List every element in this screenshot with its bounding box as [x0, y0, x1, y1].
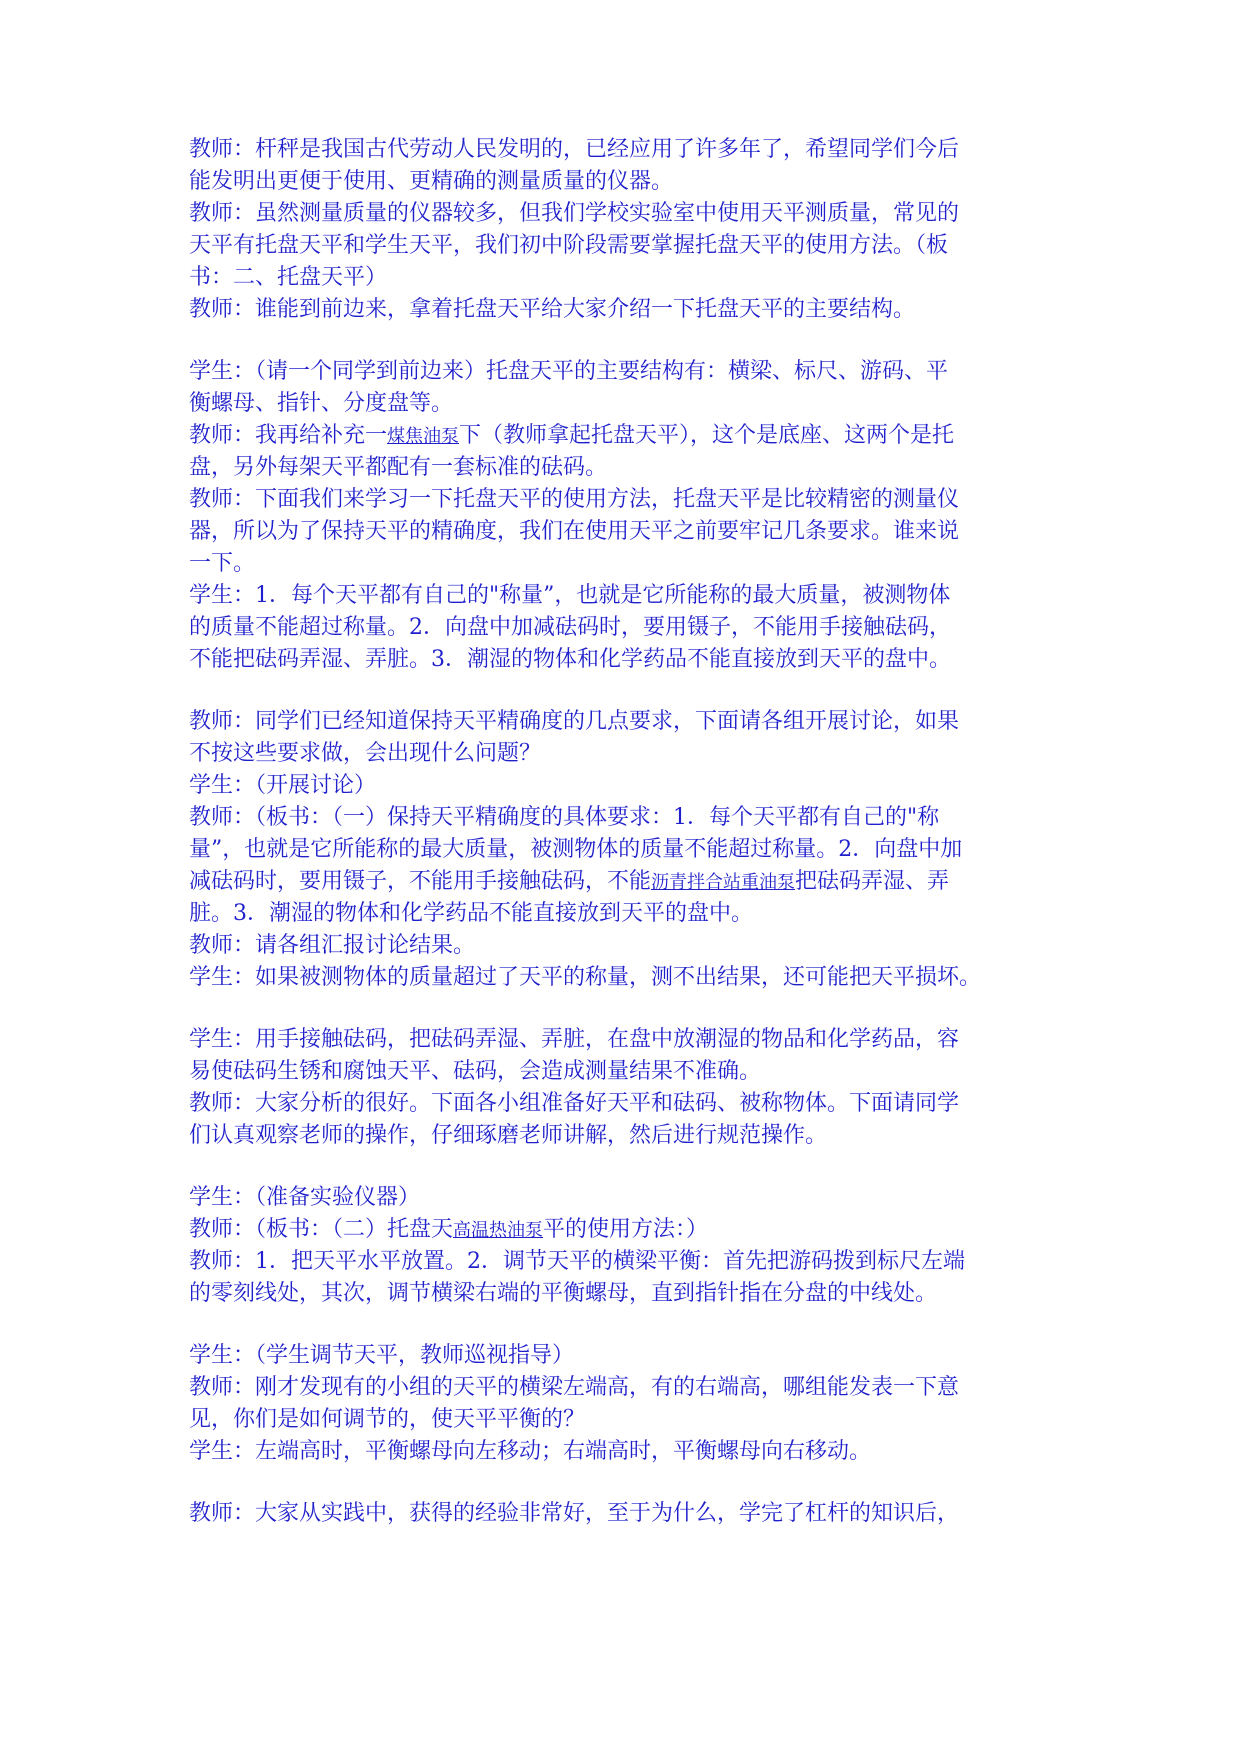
- text-line: 见，你们是如何调节的，使天平平衡的？: [189, 1407, 586, 1432]
- text-line: [189, 866, 949, 898]
- text-line: 一下。: [189, 551, 256, 576]
- text-line: 的质量不能超过称量。2．向盘中加减砝码时，要用镊子，不能用手接触砝码，: [189, 615, 951, 640]
- text-line: 能发明出更便于使用、更精确的测量质量的仪器。: [189, 169, 674, 194]
- text-line: [189, 1214, 708, 1246]
- inline-link[interactable]: 煤焦油泵: [387, 426, 460, 447]
- text-segment: 把砝码弄湿、弄: [795, 869, 950, 894]
- text-line: 脏。3．潮湿的物体和化学药品不能直接放到天平的盘中。: [189, 901, 753, 926]
- text-line: 书：二、托盘天平）: [189, 265, 388, 290]
- text-line: 易使砝码生锈和腐蚀天平、砝码，会造成测量结果不准确。: [189, 1059, 762, 1084]
- text-line: 教师：同学们已经知道保持天平精确度的几点要求，下面请各组开展讨论，如果: [189, 709, 960, 734]
- text-line: 教师：虽然测量质量的仪器较多，但我们学校实验室中使用天平测质量，常见的: [189, 201, 960, 226]
- text-segment: 教师：（板书：（二）托盘天: [189, 1217, 454, 1242]
- text-line: 们认真观察老师的操作，仔细琢磨老师讲解，然后进行规范操作。: [189, 1123, 828, 1148]
- text-line: 教师：大家分析的很好。下面各小组准备好天平和砝码、被称物体。下面请同学: [189, 1091, 960, 1116]
- text-line: 学生：（学生调节天平，教师巡视指导）: [189, 1343, 575, 1368]
- text-line: 学生：（请一个同学到前边来）托盘天平的主要结构有：横梁、标尺、游码、平: [189, 359, 949, 384]
- text-line: 衡螺母、指针、分度盘等。: [189, 391, 454, 416]
- text-line: 量”，也就是它所能称的最大质量，被测物体的质量不能超过称量。2．向盘中加: [189, 837, 963, 862]
- text-segment: 平的使用方法：）: [543, 1217, 709, 1242]
- text-line: 教师：（板书：（一）保持天平精确度的具体要求：1．每个天平都有自己的"称: [189, 805, 940, 830]
- text-segment: 减砝码时，要用镊子，不能用手接触砝码，不能: [189, 869, 652, 894]
- text-line: 学生：如果被测物体的质量超过了天平的称量，测不出结果，还可能把天平损坏。: [189, 965, 982, 990]
- text-line: 学生：（准备实验仪器）: [189, 1185, 421, 1210]
- inline-link[interactable]: 高温热油泵: [453, 1220, 544, 1241]
- text-line: 教师：刚才发现有的小组的天平的横梁左端高，有的右端高，哪组能发表一下意: [189, 1375, 960, 1400]
- text-line: 学生：1．每个天平都有自己的"称量”，也就是它所能称的最大质量，被测物体: [189, 583, 951, 608]
- text-line: 学生：（开展讨论）: [189, 773, 377, 798]
- text-line: 盘，另外每架天平都配有一套标准的砝码。: [189, 455, 608, 480]
- text-line: 器，所以为了保持天平的精确度，我们在使用天平之前要牢记几条要求。谁来说: [189, 519, 960, 544]
- text-line: 的零刻线处，其次，调节横梁右端的平衡螺母，直到指针指在分盘的中线处。: [189, 1281, 938, 1306]
- text-line: 不能把砝码弄湿、弄脏。3．潮湿的物体和化学药品不能直接放到天平的盘中。: [189, 647, 951, 672]
- text-line: 天平有托盘天平和学生天平，我们初中阶段需要掌握托盘天平的使用方法。（板: [189, 233, 949, 258]
- text-line: 教师：请各组汇报讨论结果。: [189, 933, 476, 958]
- text-line: 教师：1．把天平水平放置。2．调节天平的横梁平衡：首先把游码拨到标尺左端: [189, 1249, 965, 1274]
- text-line: [189, 420, 954, 452]
- text-line: 教师：杆秤是我国古代劳动人民发明的，已经应用了许多年了，希望同学们今后: [189, 137, 960, 162]
- text-line: 学生：用手接触砝码，把砝码弄湿、弄脏，在盘中放潮湿的物品和化学药品，容: [189, 1027, 960, 1052]
- text-line: 教师：谁能到前边来，拿着托盘天平给大家介绍一下托盘天平的主要结构。: [189, 297, 916, 322]
- text-line: 学生：左端高时，平衡螺母向左移动；右端高时，平衡螺母向右移动。: [189, 1439, 872, 1464]
- text-line: 教师：下面我们来学习一下托盘天平的使用方法，托盘天平是比较精密的测量仪: [189, 487, 960, 512]
- text-line: 教师：大家从实践中，获得的经验非常好，至于为什么，学完了杠杆的知识后，: [189, 1501, 960, 1526]
- text-segment: 教师：我再给补充一: [189, 423, 388, 448]
- text-line: 不按这些要求做，会出现什么问题？: [189, 741, 542, 766]
- inline-link[interactable]: 沥青拌合站重油泵: [651, 872, 796, 893]
- text-segment: 下（教师拿起托盘天平），这个是底座、这两个是托: [459, 423, 955, 448]
